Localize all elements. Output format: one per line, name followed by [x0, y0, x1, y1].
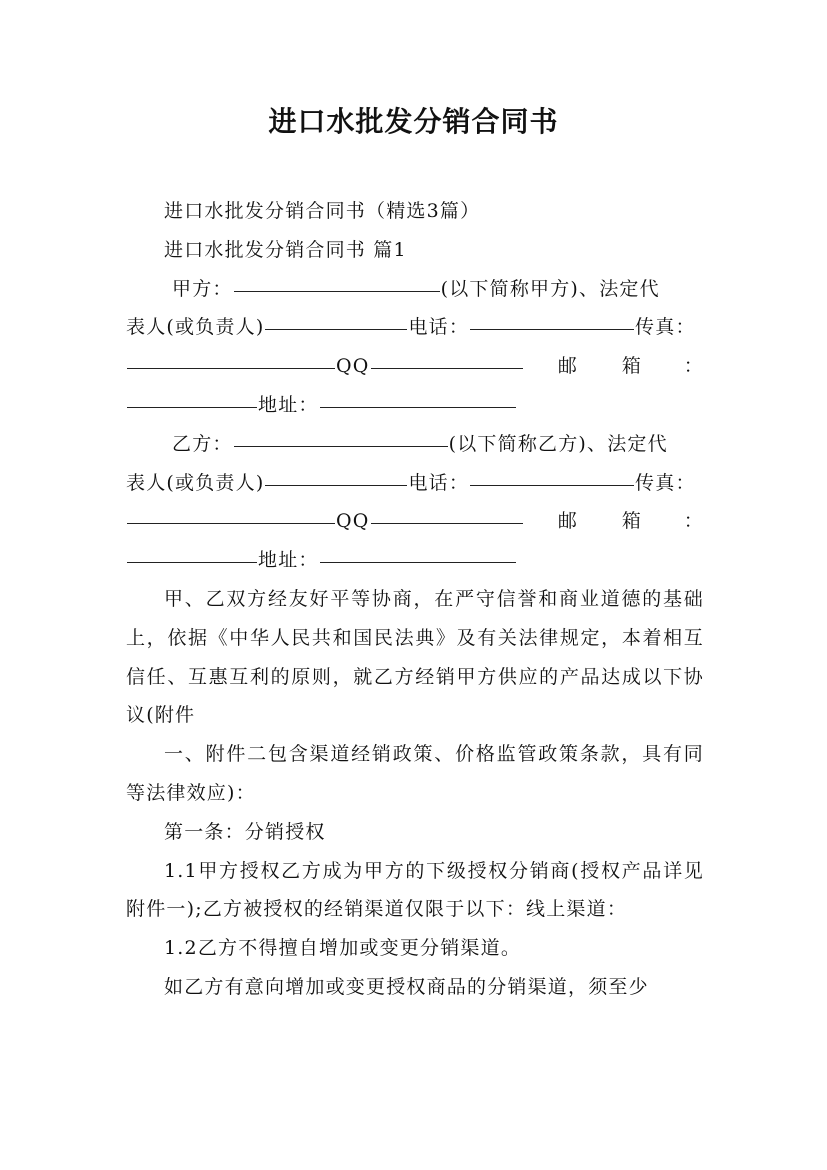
subtitle: 进口水批发分销合同书（精选3篇）: [164, 200, 481, 222]
party-a-rep-label: 表人(或负责人): [126, 316, 265, 339]
party-a-line-3: [126, 347, 704, 386]
party-a-line-4: [126, 386, 704, 425]
party-b-mail-2: 箱: [621, 510, 643, 533]
party-a-mail-2: 箱: [621, 355, 643, 378]
party-b-fax-label: 传真：: [635, 471, 696, 494]
party-a-label: 甲方：: [172, 277, 233, 300]
party-a-address-label: 地址：: [258, 393, 319, 416]
party-b-qq-blank: [371, 522, 523, 524]
party-b-fax-blank: [127, 522, 335, 524]
party-b-mail-1: 邮: [557, 510, 579, 533]
annex-paragraph: 一、附件二包含渠道经销政策、价格监管政策条款，具有同等法律效应)：: [126, 743, 704, 804]
clause-tail: 如乙方有意向增加或变更授权商品的分销渠道，须至少: [164, 975, 649, 998]
party-a-phone-label: 电话：: [408, 316, 470, 339]
party-a-line-1: [126, 270, 704, 309]
party-b-phone-label: 电话：: [408, 471, 470, 494]
party-b-phone-blank: [470, 484, 634, 486]
article-1-heading: 第一条：分销授权: [164, 820, 326, 843]
party-a-address-blank: [320, 406, 516, 408]
clause-1-1: 1.1甲方授权乙方成为甲方的下级授权分销商(授权产品详见附件一);乙方被授权的经销渠道仅限于以下：线上渠道：: [126, 859, 704, 921]
party-b-suffix: (以下简称乙方)、法定代: [448, 432, 668, 455]
party-a-fax-label: 传真：: [635, 316, 696, 339]
party-b-rep-label: 表人(或负责人): [126, 471, 265, 494]
party-b-line-1: [126, 425, 704, 464]
document-body: [126, 192, 704, 1007]
party-b-line-4: [126, 541, 704, 580]
party-a-mail-colon: ：: [683, 355, 704, 378]
party-b-address-label: 地址：: [258, 549, 319, 572]
party-b-address-blank: [320, 561, 516, 563]
party-a-fax-blank: [127, 367, 335, 369]
section-heading: 进口水批发分销合同书 篇1: [164, 238, 407, 261]
party-a-phone-blank: [470, 328, 634, 330]
party-b-name-blank: [234, 445, 448, 447]
party-a-qq-label: QQ: [336, 355, 370, 378]
party-b-rep-blank: [265, 484, 407, 486]
party-b-label: 乙方：: [172, 432, 233, 455]
party-a-qq-blank: [371, 367, 523, 369]
party-a-line-2: [126, 308, 704, 347]
document-title: 进口水批发分销合同书: [268, 105, 559, 138]
clause-1-2: 1.2乙方不得擅自增加或变更分销渠道。: [164, 937, 522, 960]
party-a-mail-blank: [127, 406, 257, 408]
party-b-qq-label: QQ: [336, 510, 370, 533]
party-a-rep-blank: [265, 328, 407, 330]
party-b-line-2: [126, 464, 704, 503]
party-b-mail-blank: [127, 561, 257, 563]
party-a-name-blank: [234, 290, 440, 292]
intro-paragraph: 甲、乙双方经友好平等协商，在严守信誉和商业道德的基础上，依据《中华人民共和国民法典》及有关法律规定，本着相互信任、互惠互利的原则，就乙方经销甲方供应的产品达成以下协议(附件: [126, 587, 704, 727]
party-a-mail-1: 邮: [557, 355, 579, 378]
party-b-mail-colon: ：: [683, 510, 704, 533]
party-b-line-3: [126, 502, 704, 541]
party-a-suffix: (以下简称甲方)、法定代: [440, 277, 660, 300]
